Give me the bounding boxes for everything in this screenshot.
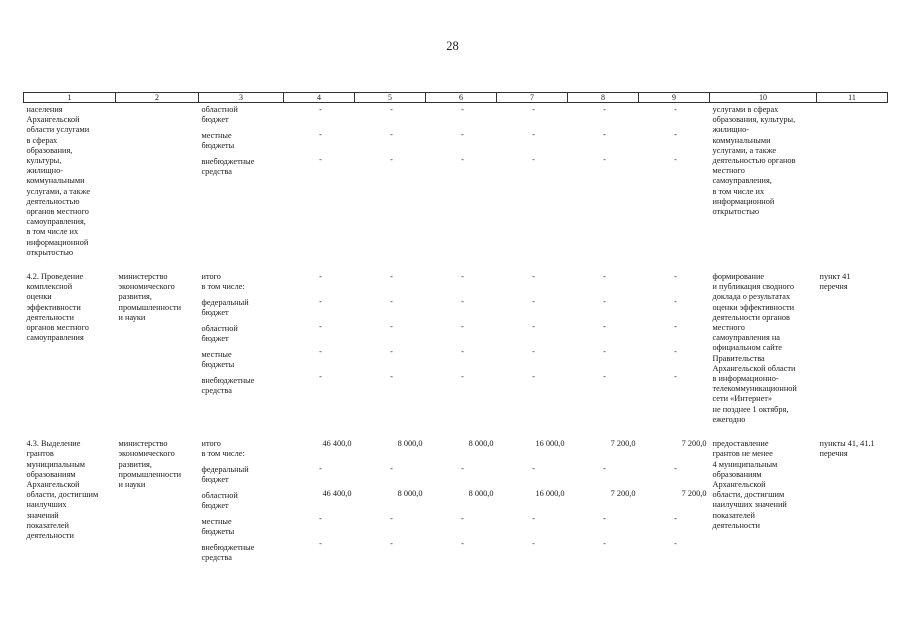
reference-cell: пункты 41, 41.1 перечня: [819, 439, 875, 459]
funding-source-label: федеральный бюджет: [201, 465, 249, 485]
amount-value: -: [532, 272, 535, 282]
column-number-2: 2: [116, 93, 199, 103]
column-number-9: 9: [639, 93, 710, 103]
funding-source-label: областной бюджет: [201, 491, 238, 511]
amount-value: -: [603, 464, 606, 474]
amount-cell: [426, 103, 497, 259]
amount-value: -: [319, 347, 322, 357]
amount-value: -: [319, 539, 322, 549]
amount-value: 7 200,0: [610, 489, 636, 499]
amount-value: -: [603, 130, 606, 139]
activity-name-cell: населения Архангельской области услугами в сферах образования, культуры, жилищно- коммунальными услугами, а также деятельностью органов местного самоуправления, в том числе их информационной открытостью: [26, 105, 91, 257]
funding-source-cell: [199, 437, 284, 569]
funding-source-label: итого в том числе:: [201, 272, 245, 292]
amount-value: -: [390, 322, 393, 332]
amount-cell: [497, 437, 568, 569]
amount-cell: [355, 270, 426, 425]
expected-result-cell: предоставление грантов не менее 4 муниципальным образованиям Архангельской области, достигшим наилучших значений показателей деятельности: [712, 439, 787, 530]
row-spacer: [24, 258, 888, 270]
row-spacer: [24, 425, 888, 437]
funding-source-label: внебюджетные средства: [201, 376, 255, 396]
column-number-4: 4: [284, 93, 355, 103]
amount-value: -: [532, 105, 535, 114]
amount-value: 7 200,0: [681, 489, 707, 499]
amount-value: 46 400,0: [322, 489, 352, 499]
column-number-10: 10: [710, 93, 817, 103]
amount-cell: [284, 103, 355, 259]
amount-value: 8 000,0: [397, 489, 423, 499]
column-number-3: 3: [199, 93, 284, 103]
amount-value: -: [319, 130, 322, 139]
amount-value: -: [461, 464, 464, 474]
amount-value: -: [603, 347, 606, 357]
amount-cell: [497, 270, 568, 425]
amount-value: -: [390, 105, 393, 114]
amount-cell: [426, 270, 497, 425]
amount-value: -: [674, 514, 677, 524]
amount-value: -: [319, 105, 322, 114]
amount-value: -: [319, 514, 322, 524]
page-number: 28: [446, 39, 459, 53]
amount-value: -: [319, 322, 322, 332]
amount-value: -: [603, 322, 606, 332]
amount-value: -: [532, 539, 535, 549]
amount-value: -: [461, 272, 464, 282]
amount-value: 8 000,0: [468, 489, 494, 499]
amount-value: -: [461, 155, 464, 164]
activity-row: [24, 103, 888, 259]
amount-value: -: [390, 155, 393, 164]
amount-value: -: [390, 464, 393, 474]
column-number-7: 7: [497, 93, 568, 103]
activity-name-cell: 4.3. Выделение грантов муниципальным образованиям Архангельской области, достигшим наилучших значений показателей деятельности: [26, 439, 99, 540]
amount-value: -: [461, 322, 464, 332]
funding-source-label: итого в том числе:: [201, 439, 245, 459]
amount-cell: [284, 437, 355, 569]
amount-cell: [639, 103, 710, 259]
amount-value: -: [674, 347, 677, 357]
amount-value: -: [674, 322, 677, 332]
amount-value: -: [390, 297, 393, 307]
amount-value: -: [461, 297, 464, 307]
funding-source-label: областной бюджет: [201, 105, 238, 125]
amount-value: -: [532, 464, 535, 474]
amount-cell: [639, 437, 710, 569]
amount-value: -: [390, 514, 393, 524]
amount-cell: [639, 270, 710, 425]
amount-value: -: [532, 322, 535, 332]
expected-result-cell: формирование и публикация сводного доклада о результатах оценки эффективности деятельности органов местного самоуправления на официальном сайте Правительства Архангельской области в информационно- телекоммуникационной сети «Интернет» не позднее 1 октября, ежегодно: [712, 272, 797, 424]
amount-value: -: [603, 539, 606, 549]
amount-value: -: [461, 130, 464, 139]
amount-value: -: [319, 464, 322, 474]
amount-value: -: [603, 297, 606, 307]
activity-row: [24, 270, 888, 425]
reference-cell: пункт 41 перечня: [819, 272, 851, 292]
column-number-6: 6: [426, 93, 497, 103]
amount-value: -: [461, 372, 464, 382]
amount-value: 8 000,0: [468, 439, 494, 449]
activity-name-cell: 4.2. Проведение комплексной оценки эффективности деятельности органов местного самоуправления: [26, 272, 89, 343]
amount-value: 16 000,0: [535, 439, 565, 449]
funding-source-label: областной бюджет: [201, 324, 238, 344]
amount-value: -: [532, 514, 535, 524]
amount-value: -: [319, 297, 322, 307]
amount-value: -: [461, 539, 464, 549]
amount-value: -: [603, 514, 606, 524]
amount-value: -: [390, 347, 393, 357]
amount-value: -: [461, 514, 464, 524]
amount-cell: [355, 437, 426, 569]
funding-source-cell: [199, 270, 284, 425]
amount-value: -: [532, 347, 535, 357]
amount-cell: [497, 103, 568, 259]
amount-value: -: [461, 347, 464, 357]
amount-value: -: [674, 155, 677, 164]
amount-value: -: [532, 130, 535, 139]
funding-source-label: местные бюджеты: [201, 350, 235, 370]
amount-cell: [426, 437, 497, 569]
executor-cell: министерство экономического развития, промышленности и науки: [118, 439, 182, 489]
column-number-8: 8: [568, 93, 639, 103]
activity-row: [24, 437, 888, 569]
column-number-1: 1: [24, 93, 116, 103]
row-spacer-cell: [24, 425, 888, 437]
amount-cell: [355, 103, 426, 259]
funding-source-label: федеральный бюджет: [201, 298, 249, 318]
amount-value: -: [319, 155, 322, 164]
amount-value: -: [603, 155, 606, 164]
amount-value: -: [390, 272, 393, 282]
row-spacer-cell: [24, 258, 888, 270]
amount-value: -: [674, 105, 677, 114]
program-table: [23, 92, 888, 569]
amount-value: -: [532, 155, 535, 164]
executor-cell: [116, 103, 199, 259]
amount-value: -: [532, 372, 535, 382]
amount-cell: [568, 437, 639, 569]
amount-value: 8 000,0: [397, 439, 423, 449]
amount-value: 46 400,0: [322, 439, 352, 449]
amount-value: -: [674, 372, 677, 382]
amount-value: -: [603, 105, 606, 114]
amount-value: -: [674, 297, 677, 307]
amount-cell: [568, 103, 639, 259]
amount-value: -: [603, 372, 606, 382]
amount-cell: [284, 270, 355, 425]
amount-value: -: [319, 272, 322, 282]
amount-value: -: [674, 539, 677, 549]
funding-source-label: местные бюджеты: [201, 131, 235, 151]
reference-cell: [817, 103, 888, 259]
amount-value: -: [674, 272, 677, 282]
amount-cell: [568, 270, 639, 425]
executor-cell: министерство экономического развития, промышленности и науки: [118, 272, 182, 322]
amount-value: 16 000,0: [535, 489, 565, 499]
funding-source-label: местные бюджеты: [201, 517, 235, 537]
column-number-header-row: [24, 93, 888, 103]
amount-value: -: [532, 297, 535, 307]
funding-source-label: внебюджетные средства: [201, 543, 255, 563]
amount-value: -: [390, 372, 393, 382]
amount-value: -: [390, 130, 393, 139]
amount-value: -: [390, 539, 393, 549]
amount-value: -: [674, 130, 677, 139]
column-number-5: 5: [355, 93, 426, 103]
amount-value: -: [319, 372, 322, 382]
funding-source-label: внебюджетные средства: [201, 157, 255, 177]
funding-source-cell: [199, 103, 284, 259]
table-body: [24, 103, 888, 570]
amount-value: -: [674, 464, 677, 474]
amount-value: 7 200,0: [681, 439, 707, 449]
amount-value: -: [603, 272, 606, 282]
amount-value: 7 200,0: [610, 439, 636, 449]
amount-value: -: [461, 105, 464, 114]
column-number-11: 11: [817, 93, 888, 103]
expected-result-cell: услугами в сферах образования, культуры, жилищно- коммунальными услугами, а также деятельностью органов местного самоуправления, в том числе их информационной открытостью: [712, 105, 796, 217]
